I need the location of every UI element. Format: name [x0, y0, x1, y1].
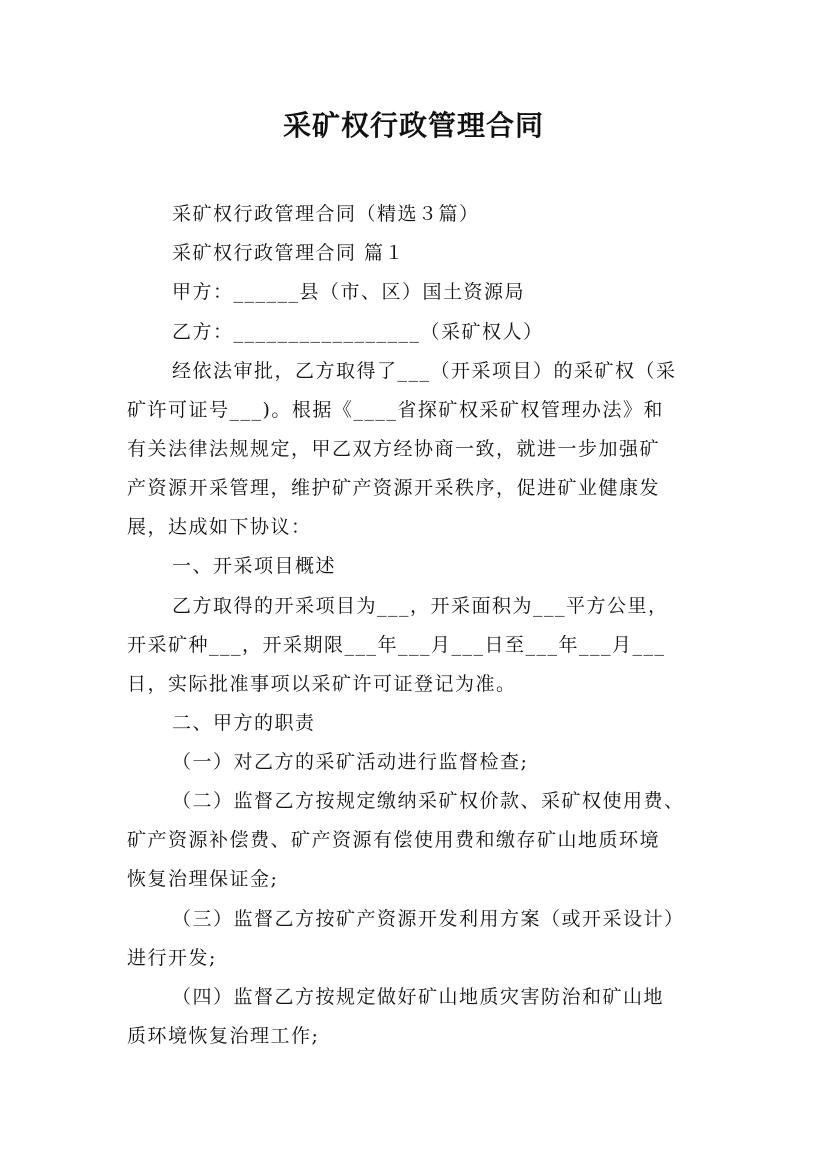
paragraph-line: 产资源开采管理，维护矿产资源开采秩序，促进矿业健康发	[127, 477, 661, 499]
party-b-line: 乙方：_________________（采矿权人）	[172, 321, 544, 343]
clause-line: 矿产资源补偿费、矿产资源有偿使用费和缴存矿山地质环境	[127, 829, 661, 851]
clause-line: 恢复治理保证金;	[127, 868, 279, 890]
paragraph-line: 矿许可证号___)。根据《____省探矿权采矿权管理办法》和	[127, 399, 664, 421]
paragraph-line: 开采矿种___，开采期限___年___月___日至___年___月___	[127, 634, 666, 656]
subtitle-part1: 采矿权行政管理合同 篇１	[172, 242, 406, 264]
clause-line: （三）监督乙方按矿产资源开发利用方案（或开采设计）	[172, 908, 685, 930]
paragraph-line: 乙方取得的开采项目为___，开采面积为___平方公里，	[172, 595, 669, 617]
document-title: 采矿权行政管理合同	[282, 109, 544, 142]
clause-line: （四）监督乙方按规定做好矿山地质灾害防治和矿山地	[172, 986, 665, 1008]
clause-line: 进行开发;	[127, 947, 217, 969]
section-heading-1: 一、开采项目概述	[172, 555, 337, 577]
clause-line: （二）监督乙方按规定缴纳采矿权价款、采矿权使用费、	[172, 790, 685, 812]
clause-line: 质环境恢复治理工作;	[127, 1025, 320, 1047]
subtitle-selection: 采矿权行政管理合同（精选３篇）	[172, 203, 480, 225]
paragraph-line: 日，实际批准事项以采矿许可证登记为准。	[127, 673, 517, 695]
paragraph-line: 有关法律法规规定，甲乙双方经协商一致，就进一步加强矿	[127, 438, 661, 460]
paragraph-line: 展，达成如下协议：	[127, 516, 312, 538]
clause-line: （一）对乙方的采矿活动进行监督检查;	[172, 751, 529, 773]
party-a-line: 甲方：______县（市、区）国土资源局	[172, 281, 526, 303]
paragraph-line: 经依法审批，乙方取得了___（开采项目）的采矿权（采	[172, 360, 677, 382]
section-heading-2: 二、甲方的职责	[172, 712, 316, 734]
